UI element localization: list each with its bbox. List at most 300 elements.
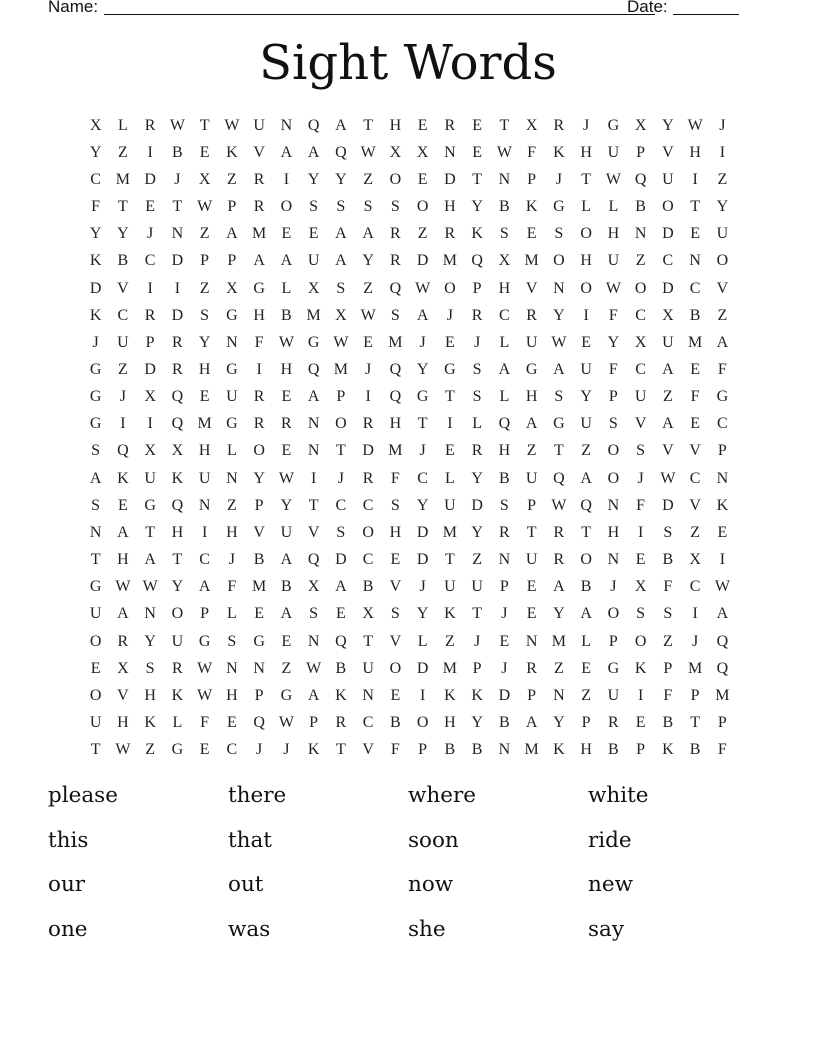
grid-letter: G — [607, 659, 620, 677]
grid-letter: F — [254, 333, 264, 351]
grid-letter: A — [253, 252, 265, 270]
grid-letter: W — [169, 116, 185, 134]
grid-letter: I — [283, 170, 290, 188]
grid-letter: P — [227, 198, 237, 216]
grid-letter: P — [581, 714, 591, 732]
grid-letter: K — [335, 686, 347, 704]
grid-letter: I — [419, 686, 426, 704]
grid-letter: S — [499, 225, 509, 243]
grid-letter: Z — [199, 225, 210, 243]
grid-letter: S — [636, 442, 646, 460]
grid-letter: B — [471, 741, 483, 759]
grid-letter: Y — [553, 605, 565, 623]
grid-letter: M — [442, 523, 457, 541]
grid-letter: Z — [526, 442, 537, 460]
grid-letter: W — [115, 741, 131, 759]
grid-letter: O — [335, 415, 347, 433]
grid-letter: A — [498, 360, 511, 378]
grid-letter: O — [362, 523, 374, 541]
grid-row — [82, 547, 736, 574]
name-label: Name: — [48, 0, 99, 16]
grid-letter: Y — [416, 360, 429, 378]
word-bank-item: that — [228, 827, 272, 853]
grid-letter: Y — [144, 632, 156, 650]
grid-letter: L — [472, 415, 483, 433]
grid-letter: B — [390, 714, 401, 732]
grid-letter: Y — [416, 605, 429, 623]
grid-letter: Z — [690, 523, 701, 541]
grid-letter: C — [199, 551, 210, 569]
grid-letter: Q — [471, 252, 483, 270]
word-bank-item: our — [48, 872, 86, 897]
grid-letter: W — [415, 279, 431, 297]
grid-letter: Q — [117, 442, 129, 460]
grid-letter: M — [688, 659, 703, 677]
grid-letter: T — [472, 170, 483, 188]
grid-letter: F — [717, 741, 727, 759]
grid-letter: J — [174, 170, 181, 188]
grid-letter: R — [499, 523, 510, 541]
grid-letter: V — [689, 442, 701, 460]
grid-letter: U — [444, 578, 456, 596]
grid-letter: E — [635, 714, 646, 732]
grid-letter: N — [607, 496, 620, 514]
grid-letter: A — [226, 225, 238, 243]
grid-letter: F — [690, 388, 700, 406]
grid-letter: W — [197, 198, 213, 216]
grid-letter: T — [690, 198, 701, 216]
grid-letter: K — [117, 469, 129, 487]
grid-letter: U — [89, 605, 102, 623]
grid-letter: S — [145, 659, 155, 677]
grid-letter: P — [527, 170, 537, 188]
word-bank-item: out — [228, 872, 264, 897]
grid-letter: B — [172, 143, 183, 161]
grid-letter: R — [172, 333, 183, 351]
grid-letter: E — [690, 415, 701, 433]
grid-letter: E — [635, 551, 646, 569]
grid-letter: G — [198, 632, 211, 650]
grid-letter: E — [472, 116, 483, 134]
grid-letter: A — [416, 306, 429, 324]
grid-letter: P — [499, 578, 509, 596]
grid-letter: X — [525, 116, 538, 134]
grid-letter: H — [444, 198, 456, 216]
grid-letter: B — [608, 741, 619, 759]
grid-letter: I — [120, 415, 126, 433]
grid-letter: H — [198, 360, 211, 378]
grid-letter: G — [89, 360, 102, 378]
grid-letter: S — [227, 632, 237, 650]
grid-letter: S — [608, 415, 618, 433]
grid-letter: G — [607, 116, 620, 134]
grid-letter: E — [390, 551, 401, 569]
grid-letter: Q — [389, 388, 402, 406]
grid-letter: C — [689, 469, 701, 487]
grid-letter: K — [171, 469, 184, 487]
grid-letter: D — [471, 496, 483, 514]
grid-letter: R — [390, 252, 401, 270]
grid-letter: D — [416, 659, 429, 677]
grid-letter: T — [581, 523, 592, 541]
grid-letter: W — [115, 578, 131, 596]
grid-letter: N — [253, 659, 265, 677]
grid-letter: N — [226, 469, 238, 487]
grid-letter: G — [171, 741, 184, 759]
grid-letter: K — [226, 143, 238, 161]
grid-letter: R — [253, 170, 265, 188]
grid-letter: A — [662, 415, 674, 433]
word-bank-item: one — [48, 916, 88, 942]
grid-letter: J — [501, 605, 508, 623]
grid-letter: H — [580, 252, 592, 270]
grid-letter: K — [471, 686, 483, 704]
grid-row — [82, 737, 736, 764]
grid-letter: V — [389, 578, 402, 596]
grid-letter: R — [444, 225, 456, 243]
grid-row — [82, 519, 736, 546]
grid-letter: I — [719, 551, 726, 569]
grid-letter: K — [89, 306, 102, 324]
grid-letter: E — [199, 143, 210, 161]
grid-letter: J — [446, 306, 453, 324]
grid-letter: B — [689, 741, 701, 759]
grid-letter: A — [335, 578, 347, 596]
grid-letter: E — [281, 388, 292, 406]
grid-letter: P — [336, 388, 346, 406]
grid-letter: K — [89, 252, 102, 270]
grid-letter: E — [363, 333, 374, 351]
grid-letter: U — [580, 415, 592, 433]
grid-letter: Q — [716, 632, 729, 650]
grid-letter: P — [227, 252, 237, 270]
grid-letter: A — [335, 252, 347, 270]
grid-letter: D — [335, 551, 347, 569]
grid-letter: A — [117, 523, 129, 541]
grid-letter: D — [144, 360, 156, 378]
grid-letter: T — [117, 198, 128, 216]
grid-letter: G — [444, 360, 456, 378]
grid-letter: B — [662, 551, 674, 569]
grid-letter: N — [498, 741, 511, 759]
grid-letter: W — [714, 578, 730, 596]
grid-letter: A — [280, 551, 293, 569]
grid-letter: X — [389, 143, 402, 161]
grid-letter: E — [281, 442, 292, 460]
grid-letter: I — [256, 360, 262, 378]
grid-row — [82, 682, 736, 709]
grid-letter: O — [580, 225, 592, 243]
grid-letter: B — [499, 469, 510, 487]
grid-letter: X — [662, 306, 674, 324]
grid-letter: P — [608, 632, 618, 650]
grid-letter: Z — [553, 659, 564, 677]
grid-letter: Z — [662, 632, 673, 650]
grid-letter: M — [333, 360, 348, 378]
grid-letter: Y — [580, 388, 592, 406]
word-bank-item: white — [588, 783, 649, 808]
grid-letter: M — [715, 686, 730, 704]
grid-letter: J — [365, 360, 372, 378]
grid-letter: F — [663, 578, 673, 596]
grid-letter: N — [553, 686, 565, 704]
grid-letter: J — [119, 388, 126, 406]
grid-letter: R — [526, 306, 537, 324]
grid-letter: O — [389, 170, 402, 188]
grid-letter: E — [390, 686, 401, 704]
grid-letter: R — [390, 225, 401, 243]
grid-letter: H — [498, 442, 511, 460]
grid-letter: O — [89, 632, 102, 650]
grid-letter: W — [360, 306, 376, 324]
grid-letter: Q — [634, 170, 647, 188]
grid-letter: N — [498, 551, 511, 569]
grid-letter: E — [145, 198, 156, 216]
grid-letter: A — [307, 686, 320, 704]
grid-letter: E — [254, 605, 265, 623]
grid-letter: T — [472, 605, 483, 623]
grid-letter: C — [226, 741, 238, 759]
grid-letter: W — [660, 469, 676, 487]
grid-letter: C — [335, 496, 347, 514]
grid-letter: P — [418, 741, 428, 759]
grid-letter: D — [498, 686, 511, 704]
grid-letter: D — [362, 442, 374, 460]
grid-letter: A — [580, 469, 592, 487]
grid-letter: M — [688, 333, 703, 351]
grid-letter: R — [553, 116, 565, 134]
grid-letter: U — [226, 388, 238, 406]
grid-letter: R — [608, 714, 619, 732]
grid-letter: A — [117, 605, 129, 623]
grid-letter: E — [417, 116, 428, 134]
grid-letter: X — [498, 252, 511, 270]
grid-letter: R — [253, 198, 265, 216]
grid-letter: J — [256, 741, 263, 759]
grid-letter: B — [281, 306, 292, 324]
grid-letter: L — [608, 198, 619, 216]
grid-letter: D — [444, 170, 456, 188]
grid-letter: B — [444, 741, 456, 759]
grid-letter: S — [336, 279, 346, 297]
grid-letter: Z — [581, 442, 592, 460]
grid-letter: R — [172, 360, 183, 378]
grid-letter: N — [525, 632, 538, 650]
grid-letter: T — [335, 442, 346, 460]
grid-letter: X — [307, 279, 320, 297]
word-bank-item: new — [588, 872, 633, 897]
grid-row — [82, 248, 736, 275]
grid-letter: S — [309, 605, 319, 623]
grid-letter: Y — [171, 578, 184, 596]
grid-letter: Q — [553, 469, 565, 487]
grid-letter: Z — [717, 170, 728, 188]
grid-row — [82, 574, 736, 601]
grid-letter: O — [253, 442, 265, 460]
grid-letter: N — [307, 415, 320, 433]
grid-letter: O — [416, 714, 429, 732]
grid-letter: E — [717, 523, 728, 541]
grid-letter: X — [307, 578, 320, 596]
grid-letter: K — [307, 741, 320, 759]
grid-letter: Y — [607, 333, 620, 351]
grid-letter: E — [444, 442, 455, 460]
grid-letter: C — [662, 252, 674, 270]
grid-letter: C — [635, 360, 646, 378]
grid-letter: I — [583, 306, 589, 324]
grid-letter: G — [89, 415, 102, 433]
grid-letter: K — [662, 741, 674, 759]
grid-letter: I — [365, 388, 371, 406]
grid-letter: F — [636, 496, 646, 514]
grid-row — [82, 655, 736, 682]
grid-letter: J — [501, 659, 508, 677]
grid-letter: S — [390, 306, 400, 324]
grid-row — [82, 112, 736, 139]
grid-letter: J — [419, 333, 426, 351]
grid-letter: L — [281, 279, 292, 297]
word-bank-item: there — [228, 783, 287, 808]
grid-letter: D — [171, 306, 184, 324]
grid-letter: J — [474, 632, 481, 650]
grid-letter: H — [144, 686, 156, 704]
grid-letter: W — [496, 143, 512, 161]
grid-letter: E — [581, 333, 592, 351]
grid-letter: T — [444, 388, 455, 406]
grid-letter: Q — [716, 659, 729, 677]
grid-letter: O — [607, 442, 620, 460]
grid-letter: T — [90, 551, 101, 569]
grid-letter: P — [254, 496, 264, 514]
grid-letter: F — [227, 578, 237, 596]
grid-letter: C — [499, 306, 510, 324]
grid-letter: L — [499, 333, 510, 351]
grid-letter: E — [199, 741, 210, 759]
grid-letter: Z — [226, 170, 237, 188]
grid-letter: U — [607, 252, 620, 270]
grid-letter: J — [583, 116, 590, 134]
grid-letter: H — [117, 714, 129, 732]
grid-letter: B — [253, 551, 265, 569]
grid-letter: I — [637, 686, 644, 704]
grid-letter: M — [306, 306, 321, 324]
grid-row — [82, 329, 736, 356]
grid-letter: I — [719, 143, 726, 161]
grid-letter: Z — [472, 551, 483, 569]
grid-letter: A — [553, 578, 565, 596]
grid-letter: K — [525, 198, 538, 216]
grid-letter: R — [362, 469, 374, 487]
grid-letter: D — [144, 170, 156, 188]
grid-letter: J — [337, 469, 344, 487]
grid-letter: U — [444, 496, 456, 514]
grid-letter: D — [416, 252, 429, 270]
grid-letter: J — [419, 578, 426, 596]
grid-letter: V — [117, 279, 129, 297]
grid-letter: A — [362, 225, 374, 243]
grid-letter: C — [417, 469, 428, 487]
grid-letter: E — [499, 632, 510, 650]
word-bank-item: she — [408, 916, 446, 942]
grid-letter: O — [607, 605, 620, 623]
grid-letter: C — [144, 252, 156, 270]
grid-letter: G — [226, 306, 238, 324]
grid-letter: G — [307, 333, 320, 351]
grid-letter: N — [498, 170, 511, 188]
grid-letter: I — [637, 523, 644, 541]
grid-letter: K — [171, 686, 184, 704]
grid-letter: Q — [389, 360, 402, 378]
grid-letter: Z — [662, 388, 673, 406]
grid-letter: S — [309, 198, 319, 216]
grid-letter: N — [362, 686, 374, 704]
grid-letter: Z — [199, 279, 210, 297]
grid-letter: F — [390, 741, 400, 759]
grid-letter: F — [200, 714, 210, 732]
grid-letter: Q — [335, 632, 347, 650]
grid-letter: Y — [253, 469, 265, 487]
grid-letter: R — [553, 523, 565, 541]
grid-letter: R — [117, 632, 129, 650]
grid-letter: N — [89, 523, 102, 541]
grid-letter: C — [635, 306, 646, 324]
grid-letter: J — [147, 225, 154, 243]
grid-letter: Z — [417, 225, 428, 243]
grid-letter: H — [280, 360, 293, 378]
grid-letter: S — [499, 496, 509, 514]
grid-letter: P — [608, 388, 618, 406]
grid-letter: K — [716, 496, 729, 514]
date-label: Date: — [627, 0, 668, 16]
grid-letter: Y — [117, 225, 129, 243]
grid-letter: K — [553, 741, 565, 759]
grid-letter: E — [90, 659, 101, 677]
grid-letter: G — [253, 632, 265, 650]
grid-letter: E — [472, 143, 483, 161]
grid-letter: N — [553, 279, 565, 297]
grid-letter: P — [200, 252, 210, 270]
grid-letter: F — [91, 198, 101, 216]
grid-letter: A — [525, 415, 538, 433]
grid-letter: T — [526, 523, 537, 541]
grid-letter: U — [198, 469, 211, 487]
grid-letter: Y — [471, 714, 483, 732]
grid-letter: S — [363, 198, 373, 216]
grid-letter: U — [525, 469, 538, 487]
grid-letter: O — [634, 632, 647, 650]
grid-letter: S — [336, 198, 346, 216]
grid-letter: T — [444, 551, 455, 569]
grid-letter: E — [281, 225, 292, 243]
grid-letter: Y — [471, 523, 483, 541]
grid-letter: N — [198, 496, 211, 514]
grid-letter: D — [662, 496, 674, 514]
grid-letter: T — [308, 496, 319, 514]
grid-letter: T — [363, 632, 374, 650]
grid-letter: W — [197, 659, 213, 677]
grid-letter: M — [115, 170, 130, 188]
grid-letter: W — [360, 143, 376, 161]
grid-letter: C — [362, 551, 374, 569]
grid-letter: K — [144, 714, 156, 732]
grid-letter: G — [144, 496, 156, 514]
grid-letter: M — [551, 632, 566, 650]
grid-letter: T — [199, 116, 210, 134]
grid-letter: P — [636, 143, 646, 161]
grid-letter: A — [525, 714, 538, 732]
grid-letter: O — [580, 551, 592, 569]
grid-letter: G — [253, 279, 265, 297]
